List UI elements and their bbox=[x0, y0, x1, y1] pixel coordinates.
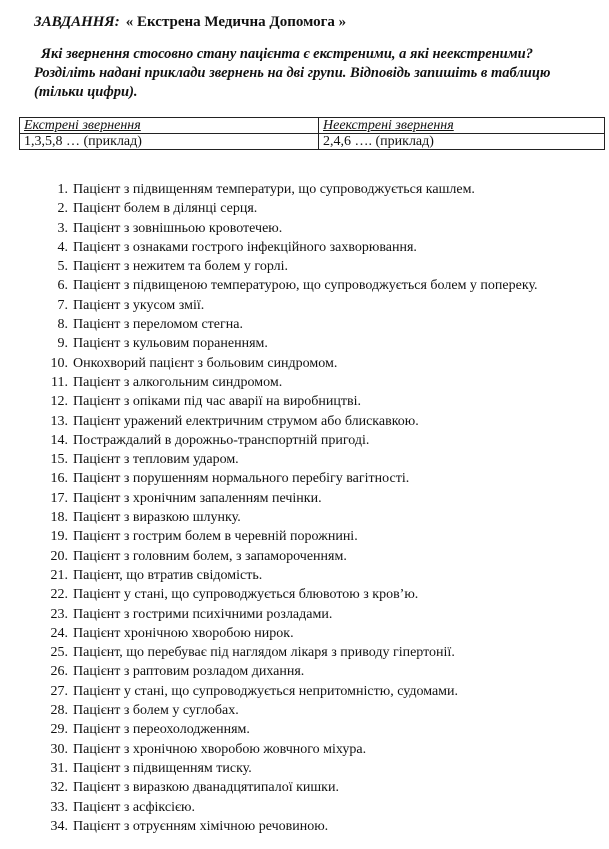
list-item-text: Пацієнт з підвищеною температурою, що супроводжується болем у попереку. bbox=[73, 278, 538, 294]
list-item-text: Пацієнт з порушенням нормального перебігу вагітності. bbox=[73, 471, 410, 487]
list-item-number: 20. bbox=[50, 548, 68, 564]
list-item-number: 6. bbox=[57, 278, 68, 294]
list-item-text: Пацієнт з укусом змії. bbox=[73, 297, 205, 313]
task-title bbox=[34, 14, 346, 31]
list-item-number: 4. bbox=[57, 239, 68, 255]
list-item bbox=[50, 315, 605, 334]
list-item-text: Пацієнт з головним болем, з запамороченням. bbox=[73, 548, 347, 564]
list-item bbox=[50, 276, 605, 295]
instruction-line-1: Які звернення стосовно стану пацієнта є екстреними, а які неекстреними? bbox=[41, 46, 533, 62]
list-item-text: Пацієнт з отруєнням хімічною речовиною. bbox=[73, 818, 329, 834]
list-item-text: Пацієнт з переломом стегна. bbox=[73, 317, 243, 333]
list-item-number: 16. bbox=[50, 471, 68, 487]
list-item bbox=[50, 392, 605, 411]
list-item-number: 2. bbox=[57, 201, 68, 217]
list-item bbox=[50, 643, 605, 662]
list-item-number: 24. bbox=[50, 625, 68, 641]
list-item bbox=[50, 412, 605, 431]
list-item-text: Пацієнт болем в ділянці серця. bbox=[73, 201, 258, 217]
list-item-number: 25. bbox=[50, 645, 68, 661]
cases-list bbox=[50, 180, 605, 836]
list-item-text: Пацієнт з тепловим ударом. bbox=[73, 452, 239, 468]
list-item bbox=[50, 489, 605, 508]
list-item-text: Пацієнт з гострим болем в черевній порожнині. bbox=[73, 529, 358, 545]
list-item bbox=[50, 219, 605, 238]
list-item-number: 34. bbox=[50, 818, 68, 834]
list-item bbox=[50, 662, 605, 681]
list-item-number: 32. bbox=[50, 780, 68, 796]
list-item bbox=[50, 605, 605, 624]
list-item-number: 8. bbox=[57, 317, 68, 333]
list-item-number: 28. bbox=[50, 703, 68, 719]
list-item-text: Пацієнт з асфіксією. bbox=[73, 799, 195, 815]
list-item bbox=[50, 798, 605, 817]
list-item bbox=[50, 296, 605, 315]
task-label: ЗАВДАННЯ: bbox=[34, 14, 120, 30]
list-item bbox=[50, 199, 605, 218]
list-item-number: 26. bbox=[50, 664, 68, 680]
list-item-text: Пацієнт з хронічною хворобою жовчного міхура. bbox=[73, 741, 367, 757]
list-item bbox=[50, 566, 605, 585]
list-item-number: 14. bbox=[50, 432, 68, 448]
list-item bbox=[50, 180, 605, 199]
list-item-text: Пацієнт хронічною хворобою нирок. bbox=[73, 625, 294, 641]
list-item bbox=[50, 817, 605, 836]
list-item-number: 29. bbox=[50, 722, 68, 738]
list-item bbox=[50, 720, 605, 739]
list-item-number: 7. bbox=[57, 297, 68, 313]
list-item-text: Пацієнт з переохолодженням. bbox=[73, 722, 250, 738]
list-item-text: Онкохворий пацієнт з больовим синдромом. bbox=[73, 355, 338, 371]
list-item-number: 31. bbox=[50, 760, 68, 776]
list-item bbox=[50, 740, 605, 759]
list-item-number: 18. bbox=[50, 510, 68, 526]
list-item bbox=[50, 585, 605, 604]
list-item bbox=[50, 682, 605, 701]
list-item bbox=[50, 469, 605, 488]
list-item-text: Пацієнт з опіками під час аварії на виробництві. bbox=[73, 394, 362, 410]
list-item-number: 5. bbox=[57, 259, 68, 275]
non-emergency-example-cell[interactable]: 2,4,6 …. (приклад) bbox=[319, 134, 605, 150]
list-item-text: Постраждалий в дорожньо-транспортній пригоді. bbox=[73, 432, 370, 448]
list-item-number: 10. bbox=[50, 355, 68, 371]
list-item bbox=[50, 547, 605, 566]
list-item bbox=[50, 238, 605, 257]
instruction-line-2: Розділіть надані приклади звернень на дві групи. Відповідь запишіть в таблицю bbox=[34, 65, 551, 81]
list-item bbox=[50, 759, 605, 778]
answer-table-example-row bbox=[20, 134, 605, 150]
list-item-number: 22. bbox=[50, 587, 68, 603]
list-item bbox=[50, 624, 605, 643]
list-item-text: Пацієнт з підвищенням тиску. bbox=[73, 760, 252, 776]
list-item-text: Пацієнт з болем у суглобах. bbox=[73, 703, 239, 719]
list-item-number: 30. bbox=[50, 741, 68, 757]
list-item bbox=[50, 257, 605, 276]
list-item-text: Пацієнт з алкогольним синдромом. bbox=[73, 374, 283, 390]
list-item-number: 23. bbox=[50, 606, 68, 622]
list-item bbox=[50, 431, 605, 450]
list-item bbox=[50, 701, 605, 720]
list-item-number: 33. bbox=[50, 799, 68, 815]
list-item-text: Пацієнт, що перебуває під наглядом лікаря з приводу гіпертонії. bbox=[73, 645, 455, 661]
list-item-number: 1. bbox=[57, 182, 68, 197]
list-item-text: Пацієнт з нежитем та болем у горлі. bbox=[73, 259, 289, 275]
list-item-number: 11. bbox=[51, 374, 68, 390]
list-item-number: 19. bbox=[50, 529, 68, 545]
list-item bbox=[50, 508, 605, 527]
list-item-number: 13. bbox=[50, 413, 68, 429]
task-name: « Екстрена Медична Допомога » bbox=[125, 14, 347, 30]
list-item-text: Пацієнт з хронічним запаленням печінки. bbox=[73, 490, 322, 506]
list-item bbox=[50, 527, 605, 546]
list-item-text: Пацієнт уражений електричним струмом або блискавкою. bbox=[73, 413, 419, 429]
answer-table bbox=[19, 117, 605, 150]
list-item-text: Пацієнт з виразкою дванадцятипалої кишки. bbox=[73, 780, 339, 796]
list-item-text: Пацієнт з зовнішньою кровотечею. bbox=[73, 220, 283, 236]
list-item-number: 27. bbox=[50, 683, 68, 699]
answer-table-header-row bbox=[20, 118, 605, 134]
instruction-line-3: (тільки цифри). bbox=[34, 84, 138, 100]
list-item-number: 12. bbox=[50, 394, 68, 410]
list-item-number: 9. bbox=[57, 336, 68, 352]
list-item-text: Пацієнт у стані, що супроводжується блювотою з кров’ю. bbox=[73, 587, 419, 603]
list-item-text: Пацієнт з ознаками гострого інфекційного захворювання. bbox=[73, 239, 417, 255]
list-item-number: 3. bbox=[57, 220, 68, 236]
list-item-text: Пацієнт з кульовим пораненням. bbox=[73, 336, 268, 352]
list-item bbox=[50, 778, 605, 797]
list-item-text: Пацієнт з виразкою шлунку. bbox=[73, 510, 241, 526]
task-instruction bbox=[34, 45, 596, 102]
list-item-text: Пацієнт у стані, що супроводжується непритомністю, судомами. bbox=[73, 683, 459, 699]
non-emergency-header: Неекстрені звернення bbox=[319, 118, 605, 134]
list-item-text: Пацієнт, що втратив свідомість. bbox=[73, 567, 263, 583]
list-item-text: Пацієнт з гострими психічними розладами. bbox=[73, 606, 333, 622]
list-item-number: 17. bbox=[50, 490, 68, 506]
emergency-header: Екстрені звернення bbox=[20, 118, 319, 134]
list-item-number: 21. bbox=[50, 567, 68, 583]
list-item bbox=[50, 334, 605, 353]
list-item-number: 15. bbox=[50, 452, 68, 468]
list-item bbox=[50, 450, 605, 469]
list-item-text: Пацієнт з підвищенням температури, що супроводжується кашлем. bbox=[73, 182, 475, 197]
list-item bbox=[50, 373, 605, 392]
list-item bbox=[50, 354, 605, 373]
emergency-example-cell[interactable]: 1,3,5,8 … (приклад) bbox=[20, 134, 319, 150]
list-item-text: Пацієнт з раптовим розладом дихання. bbox=[73, 664, 305, 680]
